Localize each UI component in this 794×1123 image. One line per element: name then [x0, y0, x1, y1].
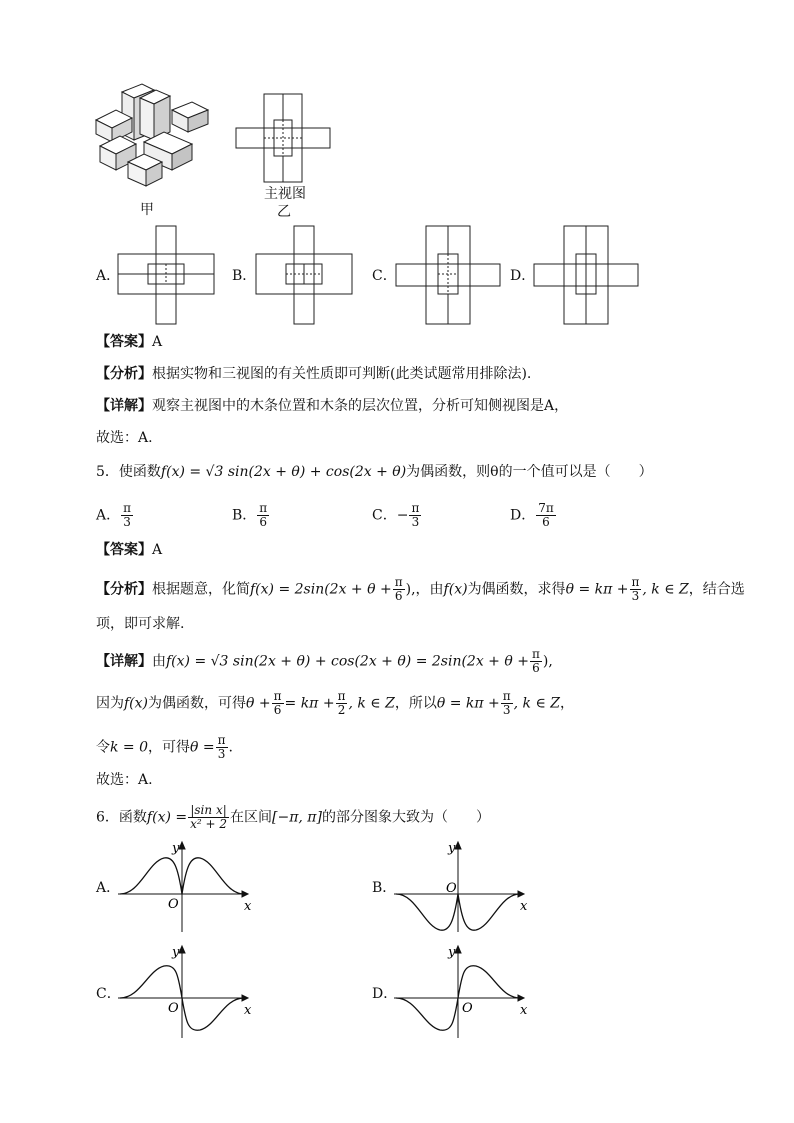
q6-stem-text: 的部分图象大致为（ ） [321, 809, 490, 826]
q4-detail [96, 396, 568, 416]
paren-close: ), [405, 581, 416, 598]
q4-option-a-view [118, 226, 214, 324]
detail-formula: θ = [190, 739, 215, 756]
frac-den: 3 [217, 747, 226, 761]
q4-option-c-label: C． [372, 268, 397, 284]
frac-den: 6 [394, 589, 403, 603]
analysis-formula: f(x) [443, 581, 468, 598]
q5-option-a [96, 502, 134, 529]
answer-value: A [152, 334, 163, 350]
frac-den: 3 [411, 515, 420, 529]
detail-formula: = kπ + [284, 695, 335, 712]
q6-option-b-label: B． [372, 880, 397, 896]
q6-option-a-axis-y: y [172, 841, 180, 856]
analysis-formula: f(x) = 2sin(2x + θ + [250, 581, 392, 598]
detail-formula: f(x) [124, 695, 149, 712]
q4-conclusion: 故选：A. [96, 430, 153, 446]
q5-detail-line3 [96, 734, 233, 761]
figure-jia-label: 甲 [140, 202, 154, 218]
figure-yi-front-view [236, 94, 330, 182]
frac-num: π [502, 689, 511, 703]
q5-option-a-frac [121, 502, 133, 529]
answer-value: A [152, 542, 163, 558]
frac-pi-6 [272, 690, 284, 717]
frac-pi-6 [530, 648, 542, 675]
analysis-formula: θ = kπ + [565, 581, 629, 598]
paren-close: ), [542, 653, 553, 670]
frac-pi-2 [336, 690, 348, 717]
answer-tag: 【答案】 [96, 334, 152, 350]
analysis-text: 为偶函数，求得 [467, 581, 566, 598]
q5-stem-prefix: 使函数 [118, 464, 161, 480]
q6-stem-text: 在区间 [230, 809, 273, 826]
q5-stem-suffix: 为偶函数，则θ的一个值可以是（ ） [406, 464, 653, 480]
frac-num: π [259, 501, 268, 515]
q5-option-a-label: A． [96, 507, 121, 524]
frac-num: 7π [538, 501, 554, 515]
q5-option-b-label: B． [232, 507, 257, 524]
q6-number: 6． [96, 809, 119, 826]
q6-option-a-label: A． [96, 880, 121, 896]
q5-option-b-frac [257, 502, 269, 529]
frac-num: π [531, 647, 540, 661]
frac-num: π [394, 575, 403, 589]
q6-option-c-origin: O [168, 1001, 179, 1016]
frac-den: 3 [631, 589, 640, 603]
q6-option-d-graph [394, 944, 534, 1040]
q4-option-a-label: A． [96, 268, 121, 284]
q5-analysis-line1 [96, 576, 745, 603]
q6-option-c-label: C． [96, 986, 121, 1002]
q6-option-b-axis-x: x [520, 899, 528, 914]
q6-stem-frac [188, 804, 229, 831]
q5-option-b [232, 502, 270, 529]
detail-text: 令 [96, 739, 110, 756]
detail-formula: θ = kπ + [436, 695, 500, 712]
frac-den: x² + 2 [190, 817, 228, 831]
detail-tag: 【详解】 [96, 398, 152, 414]
q5-option-c-frac [409, 502, 421, 529]
frac-den: 3 [123, 515, 131, 529]
q5-option-c [372, 502, 422, 529]
q6-option-a-graph [118, 840, 258, 934]
q5-answer [96, 540, 162, 560]
q6-option-c-axis-x: x [244, 1003, 252, 1018]
q5-analysis-line2: 项，即可求解. [96, 616, 185, 632]
figure-jia-3d-blocks [92, 80, 212, 190]
analysis-text: ，由 [415, 581, 444, 598]
detail-text: 观察主视图中的木条位置和木条的层次位置，分析可知侧视图是A， [152, 398, 569, 414]
q4-option-b-label: B． [232, 268, 257, 284]
frac-num: |sin x| [190, 803, 227, 817]
figure-yi-label: 乙 [277, 204, 291, 220]
detail-text: 为偶函数，可得 [148, 695, 247, 712]
detail-formula: θ + [246, 695, 271, 712]
q6-option-a-origin: O [168, 897, 179, 912]
q6-option-d-origin: O [462, 1001, 473, 1016]
q6-stem-interval: [−π, π] [272, 809, 322, 826]
q4-option-b-view [256, 226, 352, 324]
detail-formula: , k ∈ Z [348, 695, 395, 712]
detail-text: ， [560, 695, 575, 712]
frac-pi-3 [501, 690, 513, 717]
analysis-formula: , k ∈ Z [642, 581, 689, 598]
frac-num: π [631, 575, 640, 589]
detail-tag: 【详解】 [96, 653, 152, 670]
analysis-text: ，结合选 [688, 581, 745, 598]
frac-pi-6 [393, 576, 405, 603]
detail-formula: f(x) = √3 sin(2x + θ) + cos(2x + θ) = 2sin(2x + θ + [166, 653, 529, 670]
q6-stem-text: 函数 [118, 809, 147, 826]
detail-formula: , k ∈ Z [513, 695, 561, 712]
q4-analysis [96, 364, 531, 384]
q6-option-d-axis-y: y [448, 945, 456, 960]
q5-number: 5． [96, 464, 119, 480]
q5-detail-line2 [96, 690, 574, 717]
detail-formula: k = 0 [110, 739, 149, 756]
q5-stem-func: f(x) = √3 sin(2x + θ) + cos(2x + θ) [160, 464, 407, 480]
q6-stem-formula: f(x) = [146, 809, 188, 826]
q5-detail-line1 [96, 648, 553, 675]
q5-option-d-label: D． [510, 507, 536, 524]
q6-stem [96, 804, 490, 831]
detail-text: 由 [152, 653, 166, 670]
q4-option-d-view [534, 226, 638, 324]
frac-den: 3 [502, 703, 511, 717]
detail-text: ，所以 [394, 695, 437, 712]
answer-tag: 【答案】 [96, 542, 152, 558]
q6-option-d-label: D． [372, 986, 398, 1002]
frac-pi-3 [630, 576, 642, 603]
q6-option-b-axis-y: y [448, 841, 456, 856]
frac-num: π [337, 689, 346, 703]
frac-num: π [411, 501, 420, 515]
q6-option-c-graph [118, 944, 258, 1040]
frac-pi-3 [216, 734, 228, 761]
frac-den: 6 [542, 515, 550, 529]
detail-text: ，可得 [148, 739, 191, 756]
frac-den: 6 [532, 661, 540, 675]
q6-option-a-axis-x: x [244, 899, 252, 914]
q4-answer [96, 332, 162, 352]
frac-den: 6 [273, 703, 282, 717]
q5-conclusion: 故选：A. [96, 772, 153, 788]
analysis-text: 根据题意，化简 [152, 581, 250, 598]
detail-text: 因为 [96, 695, 124, 712]
frac-num: π [123, 501, 132, 515]
frac-num: π [273, 689, 282, 703]
detail-text: . [228, 739, 233, 756]
q6-option-b-graph [394, 840, 534, 934]
q5-stem [96, 462, 653, 482]
q5-option-d-frac [536, 502, 556, 529]
q6-option-b-origin: O [446, 881, 457, 896]
q6-option-c-axis-y: y [172, 945, 180, 960]
frac-den: 2 [337, 703, 346, 717]
q6-option-d-axis-x: x [520, 1003, 528, 1018]
q5-option-c-label: C． [372, 507, 397, 524]
frac-den: 6 [259, 515, 268, 529]
figure-yi-caption: 主视图 [264, 186, 306, 202]
analysis-text: 根据实物和三视图的有关性质即可判断(此类试题常用排除法). [152, 366, 532, 382]
q5-option-d [510, 502, 557, 529]
q5-option-c-sign: − [396, 507, 409, 524]
q4-option-c-view [396, 226, 500, 324]
analysis-tag: 【分析】 [96, 581, 152, 598]
frac-num: π [217, 733, 226, 747]
q4-option-d-label: D． [510, 268, 536, 284]
analysis-tag: 【分析】 [96, 366, 152, 382]
